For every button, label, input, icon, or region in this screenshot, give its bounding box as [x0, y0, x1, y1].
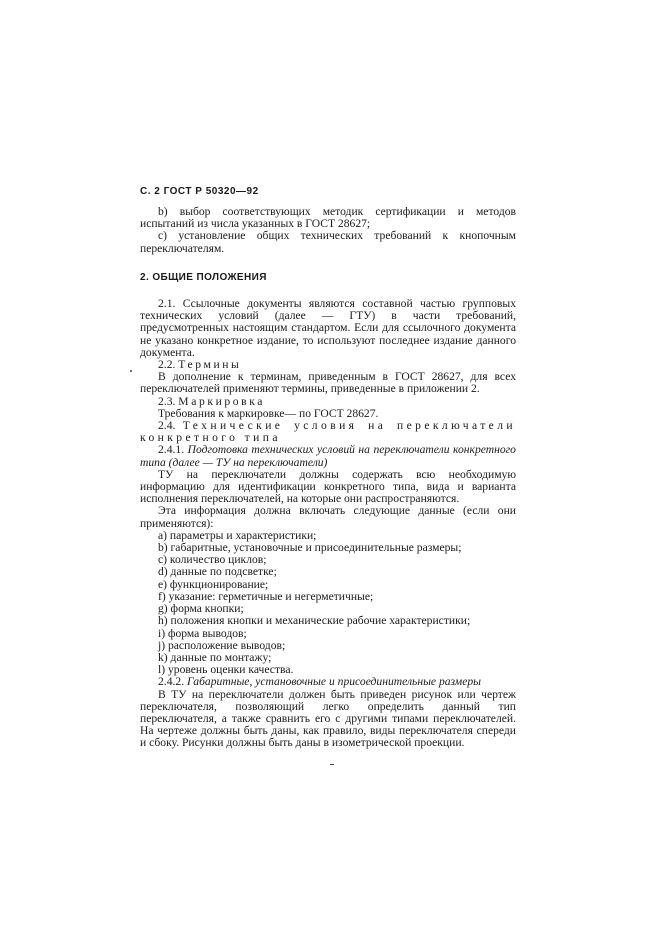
list-item: h) положения кнопки и механические рабочие характеристики;	[158, 614, 471, 628]
list-item: j) расположение выводов;	[158, 638, 286, 652]
list-item: k) данные по монтажу;	[158, 650, 272, 664]
list-item: c) количество циклов;	[158, 553, 267, 567]
paragraph-2-1: 2.1. Ссылочные документы являются составной частью групповых технических условий (далее — ГТУ) в части требований, предусмотренных настоящим стандартом. Если для ссылочного документа не указано конкретное издание, то используют последнее издание данного документа.	[140, 297, 516, 359]
paragraph-2-4-number: 2.4.	[158, 419, 176, 433]
list-item: e) функционирование;	[158, 577, 269, 591]
paragraph-2-4-1-text-2: Эта информация должна включать следующие данные (если они применяются):	[140, 504, 516, 530]
data-list	[140, 530, 516, 676]
paragraph-2-4-1-text-1: ТУ на переключатели должны содержать всю необходимую информацию для идентификации конкретного типа, вида и варианта исполнения переключателей, на которые они распространяются.	[140, 467, 516, 506]
list-item: l) уровень оценки качества.	[158, 663, 294, 677]
page-dash-mark	[330, 764, 334, 765]
paragraph-2-4-2-heading	[140, 676, 516, 688]
margin-mark	[130, 370, 132, 372]
list-item: g) форма кнопки;	[158, 602, 244, 616]
paragraph-2-4-2-number: 2.4.2.	[158, 675, 185, 689]
intro-item-b: b) выбор соответствующих методик сертификации и методов испытаний из числа указанных в ГОСТ 28627;	[140, 205, 516, 231]
document-body	[140, 206, 516, 750]
section-title: 2. ОБЩИЕ ПОЛОЖЕНИЯ	[140, 271, 267, 283]
list-item: f) указание: герметичные и негерметичные;	[158, 589, 374, 603]
list-item: i) форма выводов;	[158, 626, 247, 640]
list-item: d) данные по подсветке;	[158, 565, 277, 579]
list-item: a) параметры и характеристики;	[158, 528, 317, 542]
paragraph-2-2-text: В дополнение к терминам, приведенным в ГОСТ 28627, для всех переключателей применяют термины, приведенные в приложении 2.	[140, 370, 516, 396]
paragraph-2-4-1-title: Подготовка технических условий на переключатели конкретного типа (далее — ТУ на переключатели)	[140, 443, 516, 469]
paragraph-2-4-2-title: Габаритные, установочные и присоединительные размеры	[187, 675, 481, 689]
paragraph-2-3-text: Требования к маркировке— по ГОСТ 28627.	[158, 406, 379, 420]
paragraph-2-3-heading	[140, 396, 516, 408]
page-header: С. 2 ГОСТ Р 50320—92	[140, 186, 259, 197]
paragraph-2-4-1-number: 2.4.1.	[158, 443, 185, 457]
intro-item-c: c) установление общих технических требований к кнопочным переключателям.	[140, 229, 516, 255]
list-item: b) габаритные, установочные и присоединительные размеры;	[158, 541, 462, 555]
paragraph-2-4-heading	[140, 420, 516, 444]
paragraph-2-4-title: Технические условия на переключатели конкретного типа	[140, 419, 516, 445]
paragraph-2-2-title: Термины	[178, 358, 242, 372]
paragraph-2-4-1-heading	[140, 444, 516, 468]
paragraph-2-2-number: 2.2.	[158, 358, 176, 372]
paragraph-2-3-title: Маркировка	[178, 394, 266, 408]
paragraph-2-3-number: 2.3.	[158, 394, 176, 408]
paragraph-2-4-2-text: В ТУ на переключатели должен быть приведен рисунок или чертеж переключателя, позволяющий легко определить данный тип переключателя, а также сравнить его с другими типами переключателей. На чертеже должны быть даны, как правило, виды переключателя спереди и сбоку. Рисунки должны быть даны в изометрической проекции.	[140, 687, 516, 750]
